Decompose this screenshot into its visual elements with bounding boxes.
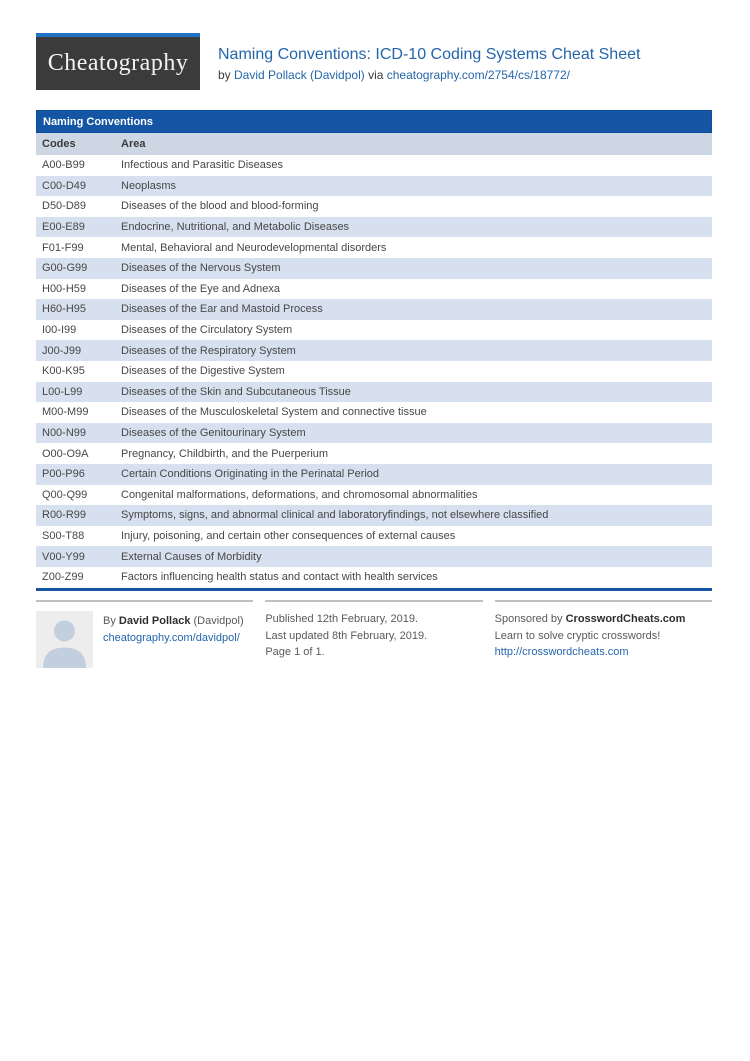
naming-conventions-table [36,110,712,591]
table-row [36,155,712,176]
code-cell: M00-M99 [42,406,89,419]
published-date: Published 12th February, 2019. [265,613,419,625]
area-cell: Diseases of the Genitourinary System [121,427,306,440]
footer [36,600,712,668]
footer-meta-column [265,600,482,668]
page-number: Page 1 of 1. [265,646,325,658]
footer-author-line [103,613,244,630]
code-cell: S00-T88 [42,529,85,542]
area-cell: Endocrine, Nutritional, and Metabolic Diseases [121,221,350,234]
column-header-codes: Codes [42,138,76,150]
area-cell: Diseases of the Ear and Mastoid Process [121,303,323,316]
area-cell: Congenital malformations, deformations, and chromosomal abnormalities [121,488,478,501]
table-row [36,196,712,217]
code-cell: F01-F99 [42,241,84,254]
table-row [36,279,712,300]
area-cell: Diseases of the Respiratory System [121,344,296,357]
table-row [36,443,712,464]
code-cell: N00-N99 [42,427,87,440]
author-link[interactable]: David Pollack (Davidpol) [234,68,365,83]
code-cell: O00-O9A [42,447,89,460]
footer-author-handle: (Davidpol) [190,615,244,627]
table-title: Naming Conventions [43,115,154,128]
code-cell: J00-J99 [42,344,82,357]
code-cell: Z00-Z99 [42,571,84,584]
person-silhouette-icon [36,611,93,668]
area-cell: External Causes of Morbidity [121,550,262,563]
footer-by-prefix: By [103,615,119,627]
table-row [36,217,712,238]
code-cell: H60-H95 [42,303,87,316]
table-row [36,464,712,485]
area-cell: Injury, poisoning, and certain other consequences of external causes [121,529,456,542]
table-row [36,526,712,547]
cheatography-logo[interactable] [36,33,200,90]
sponsor-prefix: Sponsored by [494,613,566,625]
area-cell: Symptoms, signs, and abnormal clinical and laboratoryfindings, not elsewhere classified [121,509,549,522]
table-row [36,340,712,361]
updated-date: Last updated 8th February, 2019. [265,629,428,642]
table-row [36,258,712,279]
area-cell: Diseases of the Eye and Adnexa [121,282,280,295]
column-header-area: Area [121,138,146,150]
table-row [36,320,712,341]
table-row [36,402,712,423]
table-row [36,176,712,197]
code-cell: V00-Y99 [42,550,85,563]
code-cell: K00-K95 [42,365,85,378]
sponsor-line [495,611,712,628]
table-column-header [36,133,712,155]
page-title: Naming Conventions: ICD-10 Coding Systems Cheat Sheet [218,46,641,63]
header [36,33,712,90]
area-cell: Diseases of the Skin and Subcutaneous Tissue [121,385,351,398]
via-text: via [364,68,387,83]
source-link[interactable]: cheatography.com/2754/cs/18772/ [386,68,570,83]
area-cell: Certain Conditions Originating in the Perinatal Period [121,468,380,481]
area-cell: Mental, Behavioral and Neurodevelopmental disorders [121,241,387,254]
footer-author-name: David Pollack [118,615,191,627]
logo-text: Cheatography [47,50,189,76]
area-cell: Factors influencing health status and contact with health services [121,571,438,584]
code-cell: I00-I99 [42,324,77,337]
sponsor-name: CrosswordCheats.com [565,613,686,625]
code-cell: D50-D89 [42,200,87,213]
footer-author-text [103,611,244,668]
sponsor-link[interactable]: http://crosswordcheats.com [494,646,629,658]
table-body [36,155,712,587]
footer-author-column [36,600,253,668]
table-title-bar [36,110,712,133]
code-cell: R00-R99 [42,509,87,522]
code-cell: E00-E89 [42,221,85,234]
area-cell: Neoplasms [121,179,177,192]
table-row [36,567,712,588]
byline-prefix: by [218,68,235,83]
footer-sponsor-column [495,600,712,668]
table-row [36,485,712,506]
table-row [36,237,712,258]
table-row [36,505,712,526]
table-row [36,382,712,403]
code-cell: P00-P96 [42,468,85,481]
area-cell: Diseases of the Circulatory System [121,324,293,337]
area-cell: Infectious and Parasitic Diseases [121,159,284,172]
sponsor-tagline: Learn to solve cryptic crosswords! [494,629,661,642]
footer-profile-link[interactable]: cheatography.com/davidpol/ [103,631,240,644]
area-cell: Pregnancy, Childbirth, and the Puerperium [121,447,329,460]
area-cell: Diseases of the Musculoskeletal System and connective tissue [121,406,427,419]
table-row [36,423,712,444]
code-cell: C00-D49 [42,179,87,192]
code-cell: Q00-Q99 [42,488,88,501]
code-cell: L00-L99 [42,385,83,398]
code-cell: H00-H59 [42,282,87,295]
area-cell: Diseases of the Digestive System [121,365,285,378]
table-row [36,299,712,320]
code-cell: A00-B99 [42,159,85,172]
table-bottom-rule [36,588,712,591]
area-cell: Diseases of the Nervous System [121,262,281,275]
title-block [218,33,640,82]
avatar[interactable] [36,611,93,668]
byline [218,68,640,82]
code-cell: G00-G99 [42,262,88,275]
area-cell: Diseases of the blood and blood-forming [121,200,319,213]
table-row [36,546,712,567]
table-row [36,361,712,382]
